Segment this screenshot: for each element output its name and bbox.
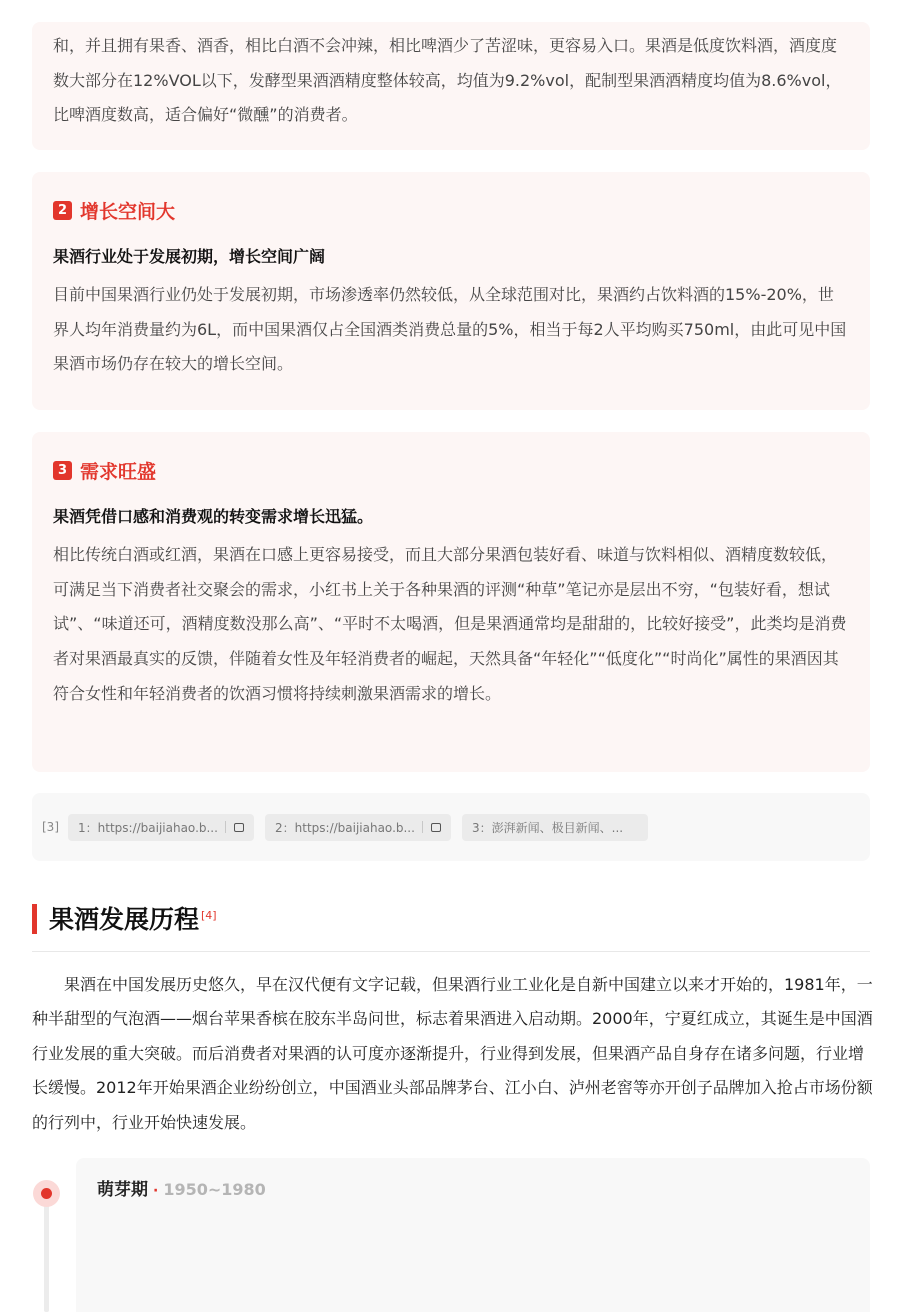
reference-chip[interactable] (265, 814, 451, 841)
chip-divider (225, 821, 226, 833)
reference-index: [3] (42, 820, 59, 834)
image-preview-icon[interactable] (431, 823, 441, 832)
info-card-growth-space (32, 172, 870, 410)
card-subtitle: 果酒行业处于发展初期，增长空间广阔 (53, 247, 326, 266)
section-title-text: 果酒发展历程 (49, 905, 200, 934)
number-badge: 2 (53, 201, 72, 220)
card-body-text: 目前中国果酒行业仍处于发展初期，市场渗透率仍然较低，从全球范围对比，果酒约占饮料酒的15%-20%，世界人均年消费量约为6L，而中国果酒仅占全国酒类消费总量的5%，相当于每2人平均购买750ml，由此可见中国果酒市场仍存在较大的增长空间。 (53, 285, 847, 374)
card-title: 需求旺盛 (80, 460, 157, 483)
timeline-heading (97, 1179, 266, 1202)
citation-link[interactable]: [4] (201, 909, 217, 922)
section-title (49, 902, 217, 938)
timeline-line (44, 1196, 49, 1312)
timeline-card (76, 1158, 870, 1312)
info-card-strong-demand (32, 432, 870, 772)
timeline-separator: · (153, 1183, 159, 1199)
timeline-stage: 萌芽期 (97, 1180, 148, 1200)
reference-chip[interactable] (462, 814, 648, 841)
image-preview-icon[interactable] (234, 823, 244, 832)
card-title: 增长空间大 (80, 200, 176, 223)
chip-divider (422, 821, 423, 833)
heading-accent-bar (32, 904, 37, 934)
card-heading (53, 199, 849, 221)
card-heading (53, 459, 849, 481)
card-subtitle: 果酒凭借口感和消费观的转变需求增长迅猛。 (53, 507, 374, 526)
reference-chip-label: 3：澎湃新闻、极目新闻、... (472, 820, 624, 835)
history-paragraph: 果酒在中国发展历史悠久，早在汉代便有文字记载，但果酒行业工业化是自新中国建立以来才开始的，1981年，一种半甜型的气泡酒——烟台苹果香槟在胶东半岛问世，标志着果酒进入启动期。2000年，宁夏红成立，其诞生是中国酒行业发展的重大突破。而后消费者对果酒的认可度亦逐渐提升，行业得到发展，但果酒产品自身存在诸多问题，行业增长缓慢。2012年开始果酒企业纷纷创立，中国酒业头部品牌茅台、江小白、泸州老窖等亦开创子品牌加入抢占市场份额的行列中，行业开始快速发展。 (32, 975, 873, 1132)
reference-chip-label: 1：https://baijiahao.b... (78, 820, 218, 835)
card-body-text: 相比传统白酒或红酒，果酒在口感上更容易接受，而且大部分果酒包装好看、味道与饮料相似、酒精度数较低，可满足当下消费者社交聚会的需求，小红书上关于各种果酒的评测“种草”笔记亦是层出不穷，“包装好看，想试试”、“味道还可，酒精度数没那么高”、“平时不太喝酒，但是果酒通常均是甜甜的，比较好接受”，此类均是消费者对果酒最真实的反馈，伴随着女性及年轻消费者的崛起，天然具备“年轻化”“低度化”“时尚化”属性的果酒因其符合女性和年轻消费者的饮酒习惯将持续刺激果酒需求的增长。 (53, 545, 847, 703)
section-heading (32, 902, 870, 952)
timeline-dot-icon (33, 1180, 60, 1207)
reference-bar (32, 793, 870, 861)
number-badge: 3 (53, 461, 72, 480)
info-card-low-alcohol (32, 22, 870, 150)
timeline-period: 1950~1980 (163, 1180, 266, 1199)
reference-chip-label: 2：https://baijiahao.b... (275, 820, 415, 835)
timeline-dot-center (41, 1188, 52, 1199)
card-body-text: 和，并且拥有果香、酒香，相比白酒不会冲辣，相比啤酒少了苦涩味，更容易入口。果酒是低度饮料酒，酒度度数大部分在12%VOL以下，发酵型果酒酒精度整体较高，均值为9.2%vol，配制型果酒酒精度均值为8.6%vol，比啤酒度数高，适合偏好“微醺”的消费者。 (53, 36, 842, 125)
reference-chip[interactable] (68, 814, 254, 841)
